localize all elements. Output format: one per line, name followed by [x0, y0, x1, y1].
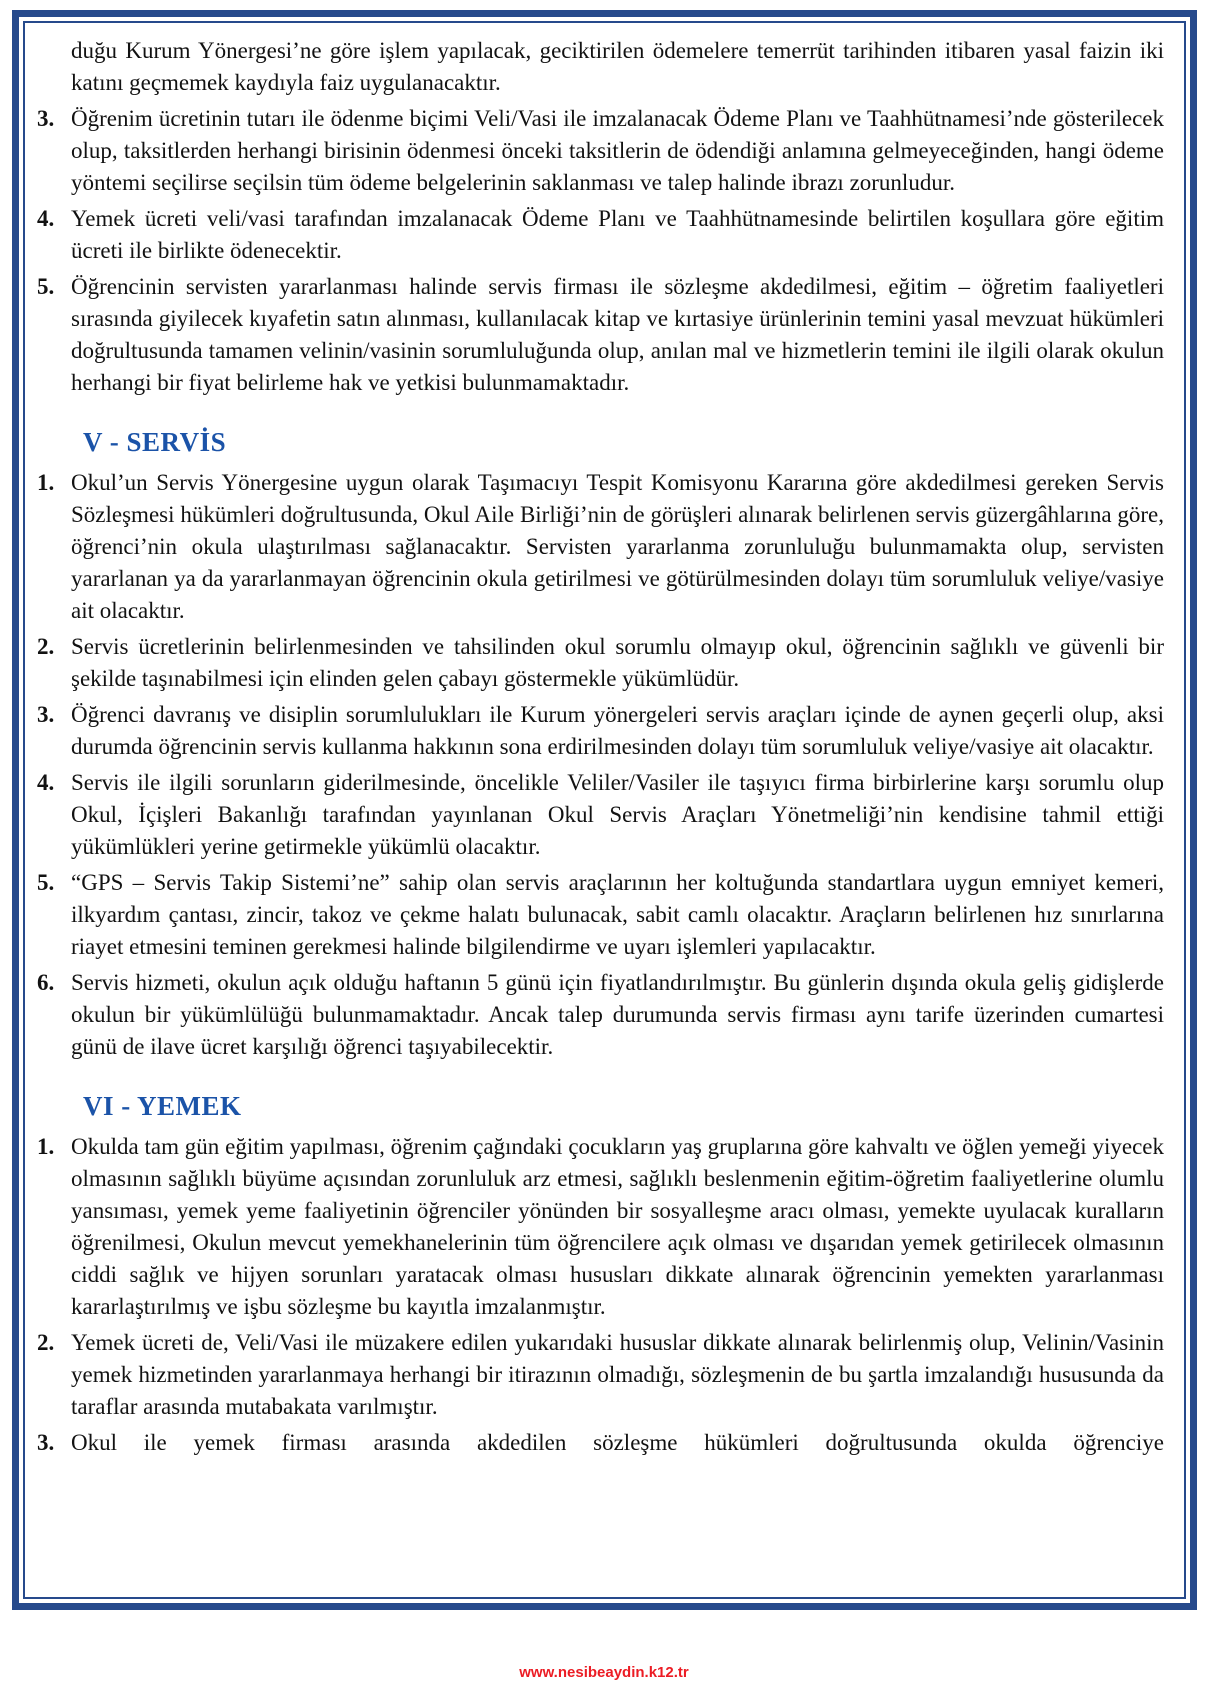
item-number: 2. [37, 634, 55, 659]
item-number: 1. [37, 470, 55, 495]
document-inner-border [23, 21, 1186, 1599]
document-content [37, 35, 1164, 1459]
item-text: Servis ile ilgili sorunların giderilmesinde, öncelikle Veliler/Vasiler ile taşıyıcı firma birbirlerine karşı sorumlu olup Okul, İçişleri Bakanlığı tarafından yayınlanan Okul Servis Araçları Yönetmeliği’nin kendisine tahmil ettiği yükümlükleri yerine getirmekle yükümlü olacaktır. [71, 770, 1164, 859]
item-number: 3. [37, 1430, 55, 1455]
item-text: Okul’un Servis Yönergesine uygun olarak Taşımacıyı Tespit Komisyonu Kararına göre akdedilmesi gereken Servis Sözleşmesi hükümleri doğrultusunda, Okul Aile Birliği’nin de görüşleri alınarak belirlenen servis güzergâhlarına göre, öğrenci’nin okula ulaştırılması sağlanacaktır. Servisten yararlanma zorunluluğu bulunmamakta olup, servisten yararlanan ya da yararlanmayan öğrencinin okula getirilmesi ve götürülmesinden dolayı tüm sorumluluk veliye/vasiye ait olacaktır. [71, 470, 1164, 623]
list-item-truncated [37, 1427, 1164, 1459]
item-number: 2. [37, 1330, 55, 1355]
item-text: Yemek ücreti veli/vasi tarafından imzalanacak Ödeme Planı ve Taahhütnamesinde belirtilen koşullara göre eğitim ücreti ile birlikte ödenecektir. [71, 206, 1164, 263]
item-number: 4. [37, 206, 55, 231]
list-item [37, 699, 1164, 763]
item-text: “GPS – Servis Takip Sistemi’ne” sahip olan servis araçlarının her koltuğunda standartlara uygun emniyet kemeri, ilkyardım çantası, zincir, takoz ve çekme halatı bulunacak, sabit camlı olacaktır. Araçların belirlenen hız sınırlarına riayet etmesini teminen gerekmesi halinde bilgilendirme ve uyarı işlemleri yapılacaktır. [71, 870, 1164, 959]
item-text: Öğrenim ücretinin tutarı ile ödenme biçimi Veli/Vasi ile imzalanacak Ödeme Planı ve Taahhütnamesi’nde gösterilecek olup, taksitlerden herhangi birisinin ödenmesi önceki taksitlerin de ödendiği anlamına gelmeyeceğinden, hangi ödeme yöntemi seçilirse seçilsin tüm ödeme belgelerinin saklanması ve talep halinde ibrazı zorunludur. [71, 106, 1164, 195]
section-heading-yemek: VI - YEMEK [83, 1091, 242, 1121]
item-text: Öğrenci davranış ve disiplin sorumlulukları ile Kurum yönergeleri servis araçları içinde de aynen geçerli olup, aksi durumda öğrencinin servis kullanma hakkının sona erdirilmesinden dolayı tüm sorumluluk veliye/vasiye ait olacaktır. [71, 702, 1164, 759]
list-item [37, 767, 1164, 863]
item-number: 3. [37, 106, 55, 131]
item-number: 5. [37, 870, 55, 895]
list-item [37, 467, 1164, 627]
item-number: 4. [37, 770, 55, 795]
list-item [37, 103, 1164, 199]
item-number: 1. [37, 1134, 55, 1159]
list-item [37, 867, 1164, 963]
list-item [37, 967, 1164, 1063]
paragraph-continuation: duğu Kurum Yönergesi’ne göre işlem yapılacak, geciktirilen ödemelere temerrüt tarihinden itibaren yasal faizin iki katını geçmemek kaydıyla faiz uygulanacaktır. [71, 38, 1164, 95]
section-heading-servis: V - SERVİS [83, 427, 227, 457]
item-text: Öğrencinin servisten yararlanması halinde servis firması ile sözleşme akdedilmesi, eğitim – öğretim faaliyetleri sırasında giyilecek kıyafetin satın alınması, kullanılacak kitap ve kırtasiye ürünlerinin temini yasal mevzuat hükümleri doğrultusunda tamamen velinin/vasinin sorumluluğunda olup, anılan mal ve hizmetlerin temini ile ilgili olarak okulun herhangi bir fiyat belirleme hak ve yetkisi bulunmamaktadır. [71, 274, 1164, 395]
item-text: Servis hizmeti, okulun açık olduğu haftanın 5 günü için fiyatlandırılmıştır. Bu günlerin dışında okula geliş gidişlerde okulun bir yükümlülüğü bulunmamaktadır. Ancak talep durumunda servis firması aynı tarife üzerinden cumartesi günü de ilave ücret karşılığı öğrenci taşıyabilecektir. [71, 970, 1164, 1059]
item-number: 3. [37, 702, 55, 727]
list-item [37, 1327, 1164, 1423]
list-item [37, 631, 1164, 695]
item-text: Okul ile yemek firması arasında akdedilen sözleşme hükümleri doğrultusunda okulda öğrenciye [71, 1430, 1164, 1455]
item-text: Okulda tam gün eğitim yapılması, öğrenim çağındaki çocukların yaş gruplarına göre kahvaltı ve öğlen yemeği yiyecek olmasının sağlıklı büyüme açısından zorunluluk arz etmesi, sağlıklı beslenmenin eğitim-öğretim faaliyetlerine olumlu yansıması, yemek yeme faaliyetinin öğrenciler yönünden bir sosyalleşme aracı olması, yemekte uyulacak kuralların öğrenilmesi, Okulun mevcut yemekhanelerinin tüm öğrencilere açık olması ve dışarıdan yemek getirilecek olmasının ciddi sağlık ve hijyen sorunları yaratacak olması hususları dikkate alınarak öğrencinin yemekten yararlanması kararlaştırılmış ve işbu sözleşme bu kayıtla imzalanmıştır. [71, 1134, 1164, 1319]
document-border-frame [12, 10, 1197, 1610]
item-number: 5. [37, 274, 55, 299]
footer-website-link[interactable]: www.nesibeaydin.k12.tr [519, 1664, 689, 1681]
list-item [37, 203, 1164, 267]
item-text: Yemek ücreti de, Veli/Vasi ile müzakere edilen yukarıdaki hususlar dikkate alınarak belirlenmiş olup, Velinin/Vasinin yemek hizmetinden yararlanmaya herhangi bir itirazının olmadığı, sözleşmenin de bu şartla imzalandığı hususunda da taraflar arasında mutabakata varılmıştır. [71, 1330, 1164, 1419]
list-item [37, 271, 1164, 399]
list-item [37, 1131, 1164, 1323]
item-number: 6. [37, 970, 55, 995]
item-text: Servis ücretlerinin belirlenmesinden ve tahsilinden okul sorumlu olmayıp okul, öğrencinin sağlıklı ve güvenli bir şekilde taşınabilmesi için elinden gelen çabayı göstermekle yükümlüdür. [71, 634, 1164, 691]
